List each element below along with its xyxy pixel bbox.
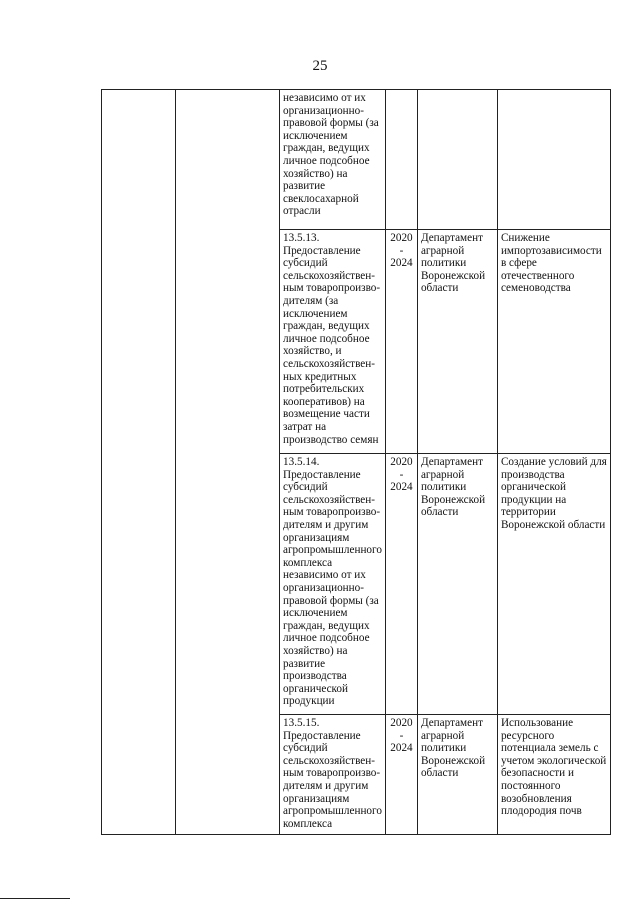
cell-text-line: производства <box>283 670 347 683</box>
cell-text-line: производство семян <box>283 433 379 446</box>
cell-text-line: личное подсобное <box>283 632 370 645</box>
empty-cell-col1 <box>102 90 176 835</box>
cell-text-line: комплекса <box>283 556 333 569</box>
cell-text-line: - <box>399 244 404 257</box>
years-cell <box>385 230 417 454</box>
cell-text-line: субсидий <box>283 742 328 755</box>
cell-text-line: безопасности и <box>500 767 574 780</box>
cell-text-line: организационно- <box>283 104 364 117</box>
cell-text-line: Департамент <box>420 456 483 468</box>
cell-text-line: независимо от их <box>283 569 366 582</box>
cell-text-line: организациям <box>283 531 350 544</box>
cell-text-line: личное подсобное <box>283 154 370 167</box>
measure-cell <box>280 454 386 715</box>
executor-cell <box>417 90 497 230</box>
cell-text-line: свеклосахарной <box>283 192 359 205</box>
cell-text-line: области <box>420 506 459 519</box>
cell-text-line: ных кредитных <box>283 370 357 383</box>
cell-text-line: сельскохозяйствен- <box>283 754 375 767</box>
cell-text-line: комплекса <box>283 817 333 830</box>
cell-text-line: хозяйство) на <box>283 644 348 657</box>
cell-text-line: Предоставление <box>283 468 361 481</box>
cell-text-line: ресурсного <box>500 729 555 742</box>
cell-text-line: Воронежской <box>420 493 486 506</box>
cell-text-line: политики <box>420 742 467 755</box>
cell-text-line: продукции на <box>500 493 567 506</box>
cell-text-line: личное подсобное <box>283 332 370 345</box>
result-cell <box>497 230 610 454</box>
cell-text-line: политики <box>420 257 467 270</box>
cell-text-line: агропромышленного <box>283 805 382 818</box>
cell-text-line: Снижение <box>500 232 550 244</box>
cell-text-line: граждан, ведущих <box>283 142 370 155</box>
cell-text-line: плодородия почв <box>500 805 582 818</box>
cell-text-line: 13.5.13. <box>283 232 320 244</box>
cell-text-line: развитие <box>283 180 326 193</box>
cell-text-line: - <box>399 468 404 481</box>
cell-text-line: сельскохозяйствен- <box>283 357 375 370</box>
cell-text-line: 2020 <box>390 717 413 729</box>
table-row <box>102 90 611 230</box>
cell-text-line: потенциала земель с <box>500 742 599 755</box>
executor-cell <box>417 454 497 715</box>
result-cell <box>497 90 610 230</box>
cell-text-line: Предоставление <box>283 244 361 257</box>
cell-text-line: затрат на <box>283 420 327 433</box>
cell-text-line: исключением <box>283 607 348 620</box>
cell-text-line: отрасли <box>283 205 321 218</box>
cell-text-line: организационно- <box>283 581 364 594</box>
cell-text-line: 13.5.15. <box>283 717 320 729</box>
cell-text-line: ным товаропроизво- <box>283 767 381 780</box>
cell-text-line: дителям (за <box>283 294 339 307</box>
empty-cell-col2 <box>176 90 280 835</box>
cell-text-line: граждан, ведущих <box>283 320 370 333</box>
cell-text-line: учетом экологической <box>500 754 607 767</box>
measure-cell <box>280 715 386 835</box>
cell-text-line: территории <box>500 506 556 519</box>
measure-cell <box>280 230 386 454</box>
cell-text-line: 2024 <box>390 257 413 270</box>
cell-text-line: дителям и другим <box>283 518 369 531</box>
cell-text-line: исключением <box>283 129 348 142</box>
cell-text-line: Воронежской <box>420 269 486 282</box>
executor-cell <box>417 715 497 835</box>
cell-text-line: в сфере <box>500 257 537 270</box>
cell-text-line: 2020 <box>390 232 413 244</box>
cell-text-line: хозяйство, и <box>283 345 342 358</box>
cell-text-line: семеноводства <box>500 282 571 295</box>
cell-text-line: 2020 <box>390 456 413 468</box>
cell-text-line: Создание условий для <box>500 456 607 468</box>
years-cell <box>385 715 417 835</box>
cell-text-line: Предоставление <box>283 729 361 742</box>
years-cell <box>385 90 417 230</box>
cell-text-line: ным товаропроизво- <box>283 282 381 295</box>
cell-text-line: организациям <box>283 792 350 805</box>
cell-text-line: аграрной <box>420 244 465 257</box>
cell-text-line: дителям и другим <box>283 779 369 792</box>
executor-cell <box>417 230 497 454</box>
cell-text-line: правовой формы (за <box>283 594 379 607</box>
result-cell <box>497 454 610 715</box>
cell-text-line: импортозависимости <box>500 244 602 257</box>
cell-text-line: ным товаропроизво- <box>283 506 381 519</box>
cell-text-line: агропромышленного <box>283 544 382 557</box>
cell-text-line: области <box>420 282 459 295</box>
cell-text-line: субсидий <box>283 481 328 494</box>
cell-text-line: Департамент <box>420 717 483 729</box>
cell-text-line: аграрной <box>420 468 465 481</box>
cell-text-line: - <box>399 729 404 742</box>
cell-text-line: потребительских <box>283 383 365 396</box>
cell-text-line: постоянного <box>500 779 561 792</box>
cell-text-line: Воронежской <box>420 754 486 767</box>
cell-text-line: Департамент <box>420 232 483 244</box>
cell-text-line: производства <box>500 468 565 481</box>
cell-text-line: Воронежской области <box>500 518 606 531</box>
cell-text-line: политики <box>420 481 467 494</box>
cell-text-line: 13.5.14. <box>283 456 320 468</box>
cell-text-line: 2024 <box>390 481 413 494</box>
cell-text-line: сельскохозяйствен- <box>283 493 375 506</box>
cell-text-line: отечественного <box>500 269 575 282</box>
cell-text-line: независимо от их <box>283 92 366 104</box>
cell-text-line: сельскохозяйствен- <box>283 269 375 282</box>
cell-text-line: граждан, ведущих <box>283 619 370 632</box>
cell-text-line: продукции <box>283 695 335 708</box>
cell-text-line: органической <box>500 481 566 494</box>
cell-text-line: 2024 <box>390 742 413 755</box>
cell-text-line: субсидий <box>283 257 328 270</box>
cell-text-line: хозяйство) на <box>283 167 348 180</box>
cell-text-line: развитие <box>283 657 326 670</box>
program-measures-table <box>101 89 611 835</box>
cell-text-line: возмещение части <box>283 408 370 421</box>
cell-text-line: кооперативов) на <box>283 395 365 408</box>
footnote-separator-line <box>0 898 70 899</box>
result-cell <box>497 715 610 835</box>
years-cell <box>385 454 417 715</box>
cell-text-line: органической <box>283 682 348 695</box>
cell-text-line: правовой формы (за <box>283 117 379 130</box>
cell-text-line: области <box>420 767 459 780</box>
page-number: 25 <box>312 58 328 74</box>
measure-cell <box>280 90 386 230</box>
cell-text-line: аграрной <box>420 729 465 742</box>
cell-text-line: исключением <box>283 307 348 320</box>
cell-text-line: Использование <box>500 717 574 729</box>
cell-text-line: возобновления <box>500 792 572 805</box>
